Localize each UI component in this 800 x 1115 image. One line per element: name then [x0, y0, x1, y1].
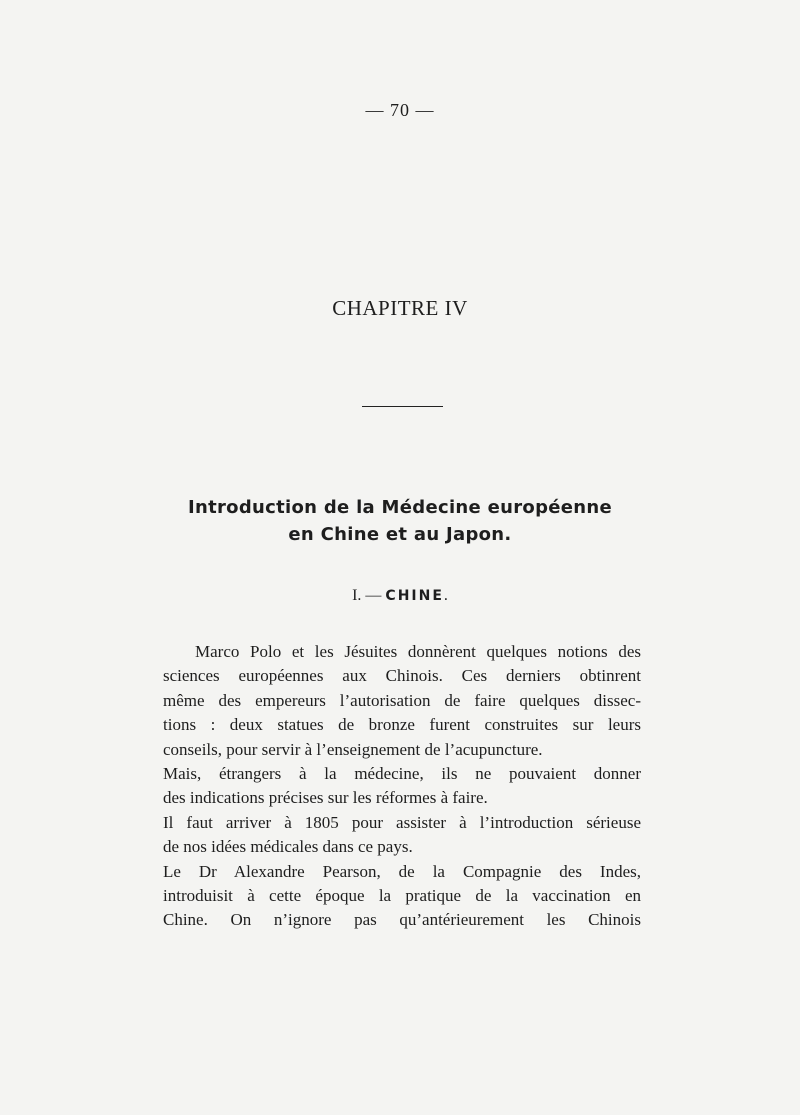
subsection-name: CHINE: [385, 588, 444, 604]
text-line: introduisit à cette époque la pratique de la vaccination en: [163, 886, 641, 906]
subsection-numeral: I. —: [352, 587, 386, 604]
text-line: Le Dr Alexandre Pearson, de la Compagnie des Indes,: [163, 861, 641, 881]
subsection-heading: [0, 587, 800, 605]
title-rule: [362, 406, 443, 407]
text-line: tions : deux statues de bronze furent construites sur leurs: [163, 715, 641, 735]
text-line: Chine. On n’ignore pas qu’antérieurement les Chinois: [163, 910, 641, 930]
paragraph: [163, 860, 641, 933]
text-line: des indications précises sur les réformes à faire.: [163, 788, 488, 808]
page-number: — 70 —: [365, 100, 435, 120]
section-heading-line-1: Introduction de la Médecine européenne: [187, 497, 613, 518]
body-text: [163, 640, 641, 933]
text-line: Marco Polo et les Jésuites donnèrent quelques notions des: [195, 642, 641, 661]
chapter-title: CHAPITRE IV: [332, 296, 468, 320]
section-heading: [150, 494, 650, 548]
text-line: de nos idées médicales dans ce pays.: [163, 837, 413, 857]
paragraph: [163, 640, 641, 762]
text-line: même des empereurs l’autorisation de faire quelques dissec-: [163, 690, 641, 710]
subsection-suffix: .: [443, 587, 448, 604]
section-heading-line-2: en Chine et au Japon.: [288, 524, 512, 545]
text-line: sciences européennes aux Chinois. Ces derniers obtinrent: [163, 666, 641, 686]
text-line: conseils, pour servir à l’enseignement de l’acupuncture.: [163, 739, 543, 759]
paragraph: [163, 811, 641, 860]
paragraph: [163, 762, 641, 811]
text-line: Mais, étrangers à la médecine, ils ne pouvaient donner: [163, 764, 641, 784]
text-line: Il faut arriver à 1805 pour assister à l’introduction sérieuse: [163, 812, 641, 832]
